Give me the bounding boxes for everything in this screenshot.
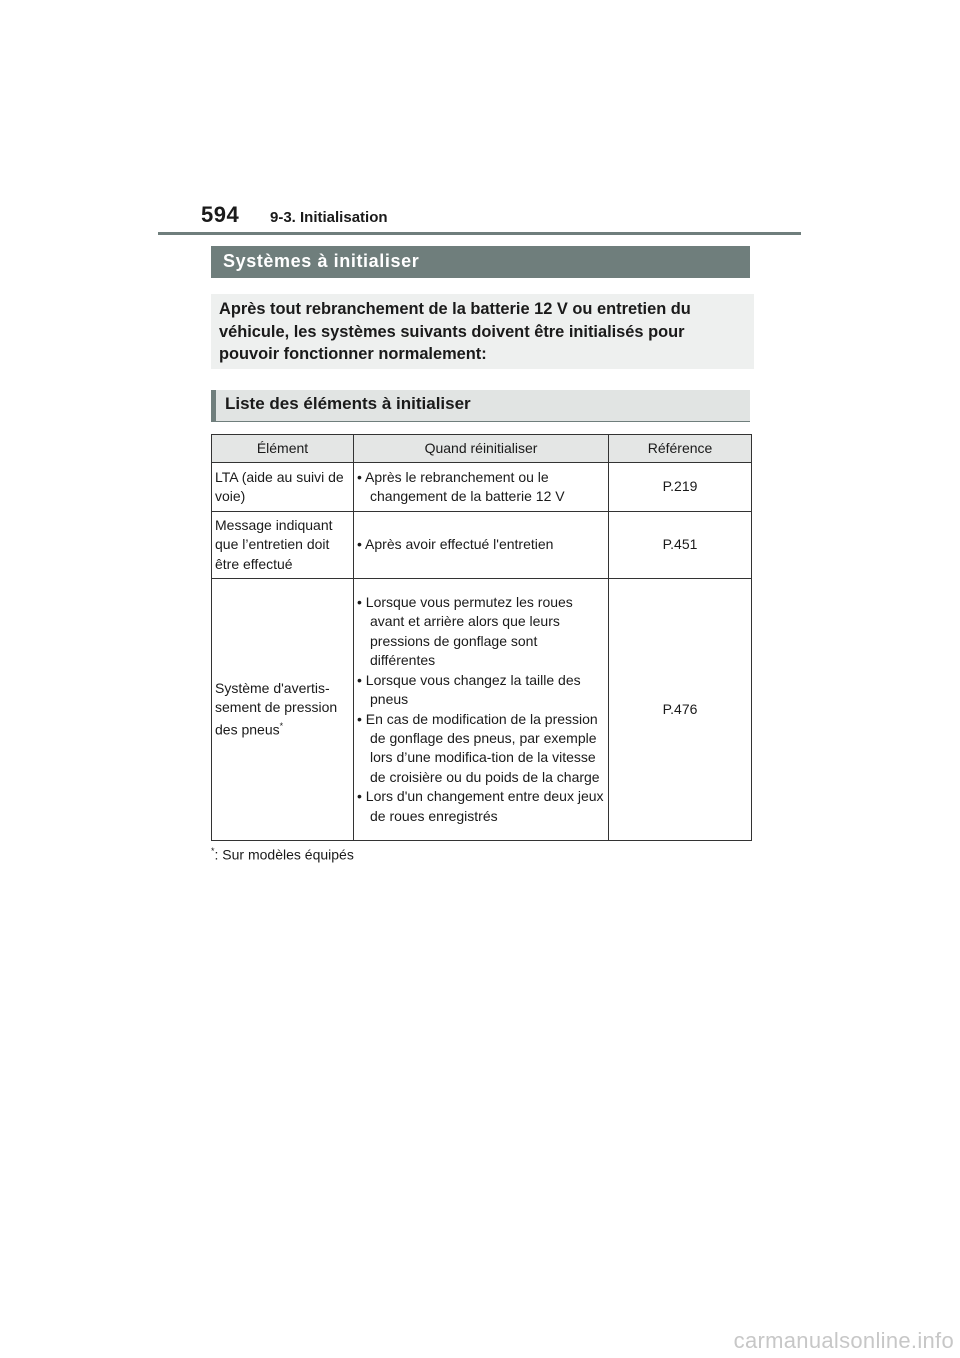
cell-reference: P.451 <box>609 512 752 579</box>
list-item <box>357 787 605 826</box>
initialisation-table <box>211 434 752 841</box>
bullet: • <box>357 536 362 553</box>
cell-reference: P.476 <box>609 579 752 841</box>
cell-element <box>212 579 354 841</box>
footnote-mark: * <box>211 846 215 856</box>
footnote-text: : Sur modèles équipés <box>214 846 354 863</box>
cell-reference: P.219 <box>609 463 752 512</box>
list-item-text: Après avoir effectué l'entretien <box>365 536 554 553</box>
table-row <box>212 579 752 841</box>
cell-when <box>354 463 609 512</box>
list-item <box>357 593 605 671</box>
watermark: carmanualsonline.info <box>733 1328 954 1353</box>
list-item-text: Lorsque vous permutez les roues avant et arrière alors que leurs pressions de gonflage sont différentes <box>365 594 573 669</box>
section-title: Systèmes à initialiser <box>223 251 420 271</box>
cell-when <box>354 512 609 579</box>
page-number: 594 <box>201 202 240 227</box>
cell-when <box>354 579 609 841</box>
section-label: 9-3. Initialisation <box>270 209 388 226</box>
bullet: • <box>357 671 362 688</box>
bullet: • <box>357 710 362 727</box>
cell-element-text: Système d'avertis-sement de pression des pneus <box>215 679 338 739</box>
cell-element: Message indiquant que l’entretien doit être effectué <box>212 512 354 579</box>
list-item <box>357 535 605 554</box>
header-divider <box>158 232 801 235</box>
list-item <box>357 468 605 507</box>
list-item-text: Lorsque vous changez la taille des pneus <box>365 671 581 708</box>
column-header-reference: Référence <box>609 435 752 463</box>
bullet: • <box>357 594 362 611</box>
column-header-element: Élément <box>212 435 354 463</box>
intro-box <box>211 294 754 369</box>
bullet: • <box>357 788 362 805</box>
column-header-when: Quand réinitialiser <box>354 435 609 463</box>
intro-text: Après tout rebranchement de la batterie 12 V ou entretien du véhicule, les systèmes suivants doivent être initialisés pour pouvoir fonctionner normalement: <box>219 300 691 363</box>
list-item-text: Lors d'un changement entre deux jeux de roues enregistrés <box>365 788 604 824</box>
subsection-bar <box>211 390 750 421</box>
list-item <box>357 671 605 710</box>
footnote <box>211 846 354 863</box>
bullet: • <box>357 468 362 485</box>
table-row <box>212 512 752 579</box>
subsection-title: Liste des éléments à initialiser <box>225 394 471 413</box>
section-title-bar <box>211 246 750 278</box>
list-item-text: Après le rebranchement ou le changement de la batterie 12 V <box>365 468 565 504</box>
table-row <box>212 463 752 512</box>
list-item-text: En cas de modification de la pression de gonflage des pneus, par exemple lors d’une modifica-tion de la vitesse de croisière ou du poids de la charge <box>365 710 600 785</box>
table-header-row <box>212 435 752 463</box>
cell-element: LTA (aide au suivi de voie) <box>212 463 354 512</box>
subsection-divider <box>211 421 750 422</box>
footnote-marker: * <box>279 721 284 732</box>
list-item <box>357 710 605 788</box>
